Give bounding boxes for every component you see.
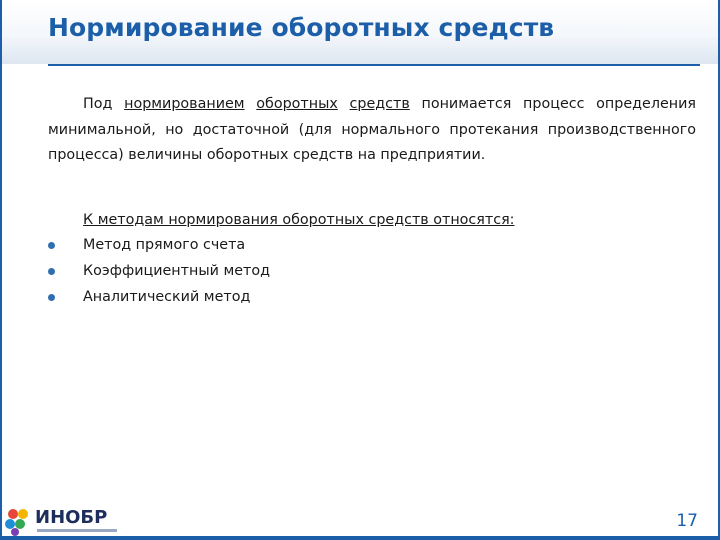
- definition-paragraph: [48, 92, 696, 169]
- inobr-logo: [4, 506, 124, 536]
- methods-heading: К методам нормирования оборотных средств относятся:: [83, 212, 515, 228]
- logo-text: ИНОБР: [35, 507, 108, 528]
- method-label: Метод прямого счета: [83, 237, 246, 253]
- slide-title: Нормирование оборотных средств: [48, 13, 555, 42]
- method-label: Коэффициентный метод: [83, 263, 270, 279]
- frame-bottom-border: [0, 536, 720, 540]
- paragraph-term-3: средств: [349, 96, 410, 112]
- method-label: Аналитический метод: [83, 289, 251, 305]
- bullet-icon: [48, 268, 55, 275]
- paragraph-intro: Под: [83, 96, 113, 112]
- paragraph-term-2: оборотных: [256, 96, 338, 112]
- logo-tagline-strip: [37, 529, 117, 532]
- paragraph-rest: понимается процесс определения минимальной, но достаточной (для нормального протекания производственного процесса) величины оборотных средств на предприятии.: [48, 96, 696, 163]
- paragraph-term-1: нормированием: [124, 96, 245, 112]
- bullet-icon: [48, 294, 55, 301]
- logo-mark-icon: [4, 506, 34, 536]
- bullet-icon: [48, 242, 55, 249]
- title-underline: [48, 64, 700, 66]
- frame-left-border: [0, 0, 2, 540]
- page-number: 17: [676, 511, 698, 531]
